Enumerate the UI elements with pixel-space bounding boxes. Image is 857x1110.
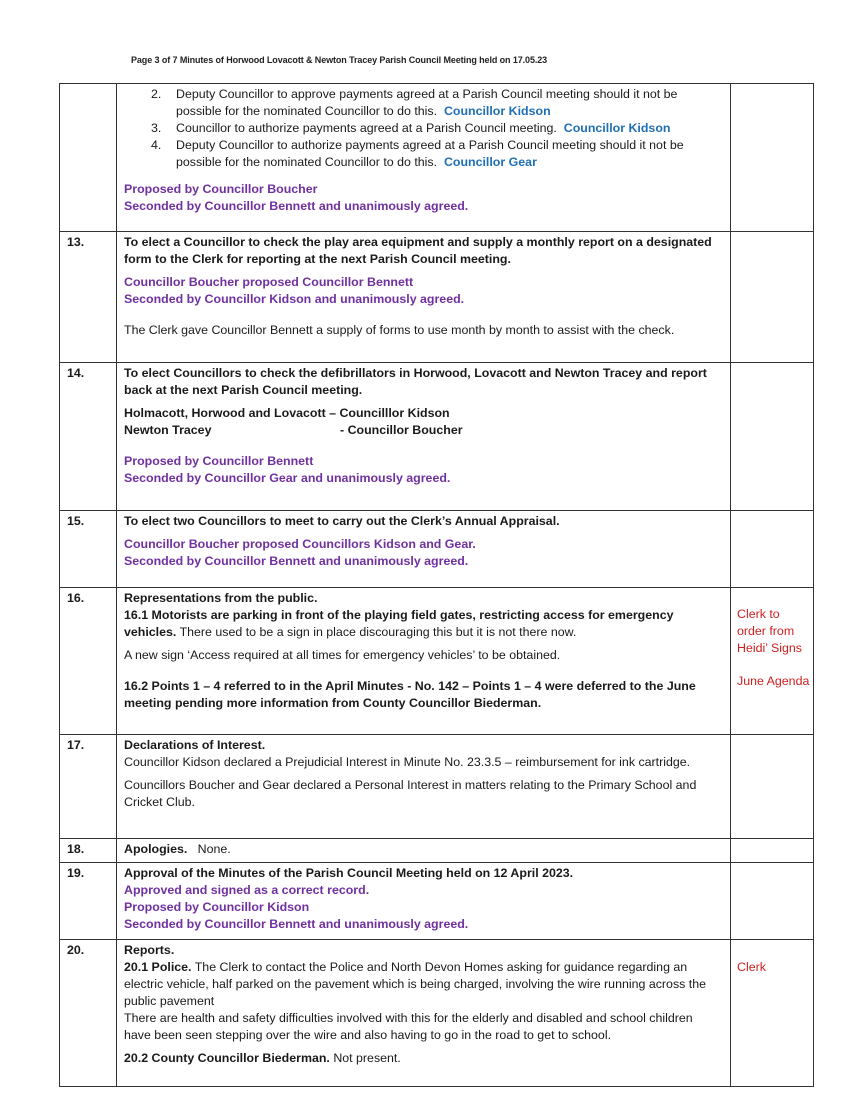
minute-number: 17. xyxy=(60,735,117,839)
proposed-by: Councillor Boucher proposed Councillors Kidson and Gear. xyxy=(124,537,476,551)
minute-paragraph: 20.2 County Councillor Biederman. Not present. xyxy=(124,1051,401,1065)
action-note: Clerk xyxy=(737,960,766,974)
minute-row-20 xyxy=(60,940,814,1087)
action-cell xyxy=(731,232,814,363)
minute-body xyxy=(117,588,731,735)
minute-number: 13. xyxy=(60,232,117,363)
minute-title: To elect two Councillors to meet to carry out the Clerk’s Annual Appraisal. xyxy=(124,514,560,528)
minute-paragraph: 20.1 Police. The Clerk to contact the Police and North Devon Homes asking for guidance regarding an electric vehicle, half parked on the pavement which is being charged, involving the wire running across the public pavement xyxy=(124,960,706,1008)
minute-title: Declarations of Interest. xyxy=(124,738,266,752)
minute-paragraph: There are health and safety difficulties involved with this for the elderly and disabled and school children have been seen stepping over the wire and also having to go in the road to get to school. xyxy=(124,1011,693,1042)
minute-paragraph: Apologies. None. xyxy=(124,842,231,856)
minute-paragraph: 16.2 Points 1 – 4 referred to in the April Minutes - No. 142 – Points 1 – 4 were deferred to the June meeting pending more information from County Councillor Biederman. xyxy=(124,679,696,710)
minute-number: 15. xyxy=(60,511,117,588)
minute-title: Reports. xyxy=(124,943,175,957)
defib-assignment: Holmacott, Horwood and Lovacott – Councilllor Kidson xyxy=(124,406,450,420)
minute-title: To elect a Councillor to check the play area equipment and supply a monthly report on a designated form to the Clerk for reporting at the next Parish Council meeting. xyxy=(124,235,712,266)
payment-roles-list xyxy=(124,86,722,171)
minute-row-16 xyxy=(60,588,814,735)
minute-number xyxy=(60,84,117,232)
seconded-by: Seconded by Councillor Bennett and unanimously agreed. xyxy=(124,199,469,213)
action-cell xyxy=(731,588,814,735)
seconded-by: Seconded by Councillor Kidson and unanimously agreed. xyxy=(124,292,465,306)
minute-paragraph: Councillor Kidson declared a Prejudicial Interest in Minute No. 23.3.5 – reimbursement for ink cartridge. xyxy=(124,755,691,769)
list-item: 4. Deputy Councillor to authorize payments agreed at a Parish Council meeting should it not be possible for the nominated Councillor to do this. Councillor Gear xyxy=(151,138,684,169)
minute-title: Representations from the public. xyxy=(124,591,318,605)
approved-record: Approved and signed as a correct record. xyxy=(124,883,370,897)
minute-title: Apologies. xyxy=(124,842,188,856)
minute-body xyxy=(117,232,731,363)
minute-paragraph: Councillors Boucher and Gear declared a Personal Interest in matters relating to the Primary School and Cricket Club. xyxy=(124,778,697,809)
action-cell xyxy=(731,363,814,511)
list-item: 3. Councillor to authorize payments agreed at a Parish Council meeting. Councillor Kidson xyxy=(151,121,671,135)
proposed-by: Proposed by Councillor Bennett xyxy=(124,454,314,468)
minute-row-12-continued xyxy=(60,84,814,232)
minute-number: 16. xyxy=(60,588,117,735)
minute-paragraph: A new sign ‘Access required at all times for emergency vehicles’ to be obtained. xyxy=(124,648,561,662)
minute-number: 20. xyxy=(60,940,117,1087)
minute-title: To elect Councillors to check the defibrillators in Horwood, Lovacott and Newton Tracey and report back at the next Parish Council meeting. xyxy=(124,366,707,397)
action-cell xyxy=(731,735,814,839)
minute-row-15 xyxy=(60,511,814,588)
minute-number: 14. xyxy=(60,363,117,511)
action-cell xyxy=(731,940,814,1087)
action-cell xyxy=(731,511,814,588)
proposed-by: Councillor Boucher proposed Councillor Bennett xyxy=(124,275,414,289)
minute-body xyxy=(117,84,731,232)
minute-body xyxy=(117,363,731,511)
minute-paragraph: 16.1 Motorists are parking in front of the playing field gates, restricting access for emergency vehicles. There used to be a sign in place discouraging this but it is not there now. xyxy=(124,608,674,639)
minute-body xyxy=(117,511,731,588)
action-note: Clerk to order from Heidi’ Signs xyxy=(737,607,802,655)
minute-body xyxy=(117,839,731,863)
minute-body xyxy=(117,735,731,839)
minute-number: 18. xyxy=(60,839,117,863)
minute-note: The Clerk gave Councillor Bennett a supply of forms to use month by month to assist with the check. xyxy=(124,323,675,337)
minute-body xyxy=(117,940,731,1087)
seconded-by: Seconded by Councillor Gear and unanimously agreed. xyxy=(124,471,451,485)
minute-row-19 xyxy=(60,863,814,940)
action-cell xyxy=(731,839,814,863)
minute-row-17 xyxy=(60,735,814,839)
action-note: June Agenda xyxy=(737,674,810,688)
minutes-table xyxy=(59,83,814,1087)
seconded-by: Seconded by Councillor Bennett and unanimously agreed. xyxy=(124,917,469,931)
minute-number: 19. xyxy=(60,863,117,940)
minute-title: Approval of the Minutes of the Parish Council Meeting held on 12 April 2023. xyxy=(124,866,574,880)
minute-row-18 xyxy=(60,839,814,863)
seconded-by: Seconded by Councillor Bennett and unanimously agreed. xyxy=(124,554,469,568)
minute-row-13 xyxy=(60,232,814,363)
minute-body xyxy=(117,863,731,940)
minute-row-14 xyxy=(60,363,814,511)
proposed-by: Proposed by Councillor Kidson xyxy=(124,900,310,914)
proposed-by: Proposed by Councillor Boucher xyxy=(124,182,318,196)
action-cell xyxy=(731,84,814,232)
page-header: Page 3 of 7 Minutes of Horwood Lovacott & Newton Tracey Parish Council Meeting held on 17.05.23 xyxy=(131,55,548,65)
defib-assignment: Newton Tracey - Councillor Boucher xyxy=(124,423,463,437)
list-item: 2. Deputy Councillor to approve payments agreed at a Parish Council meeting should it not be possible for the nominated Councillor to do this. Councillor Kidson xyxy=(151,87,678,118)
action-cell xyxy=(731,863,814,940)
